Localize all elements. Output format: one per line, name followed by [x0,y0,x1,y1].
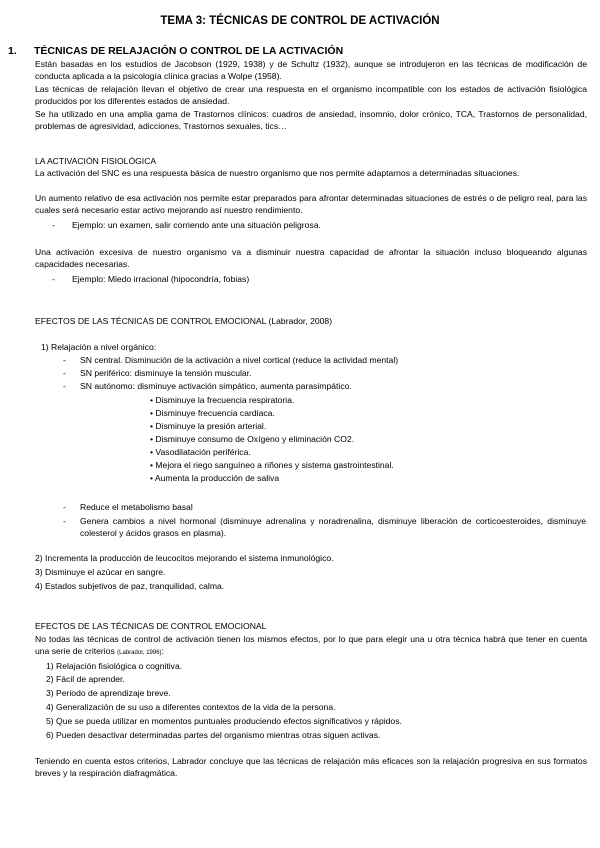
section-number: 1. [8,45,17,57]
criteria-item: 1) Relajación fisiológica o cognitiva. [46,661,183,671]
dash-bullet: - [63,368,66,378]
example: Ejemplo: Miedo irracional (hipocondría, fobias) [72,274,250,284]
criteria-item: 3) Periodo de aprendizaje breve. [46,688,171,698]
list-item: Genera cambios a nivel hormonal (disminuye adrenalina y noradrenalina, disminuye liberación de corticoesteroides, disminuye colesterol y ácidos grasos en plasma). [80,516,586,538]
paragraph: Una activación excesiva de nuestro organismo va a disminuir nuestra capacidad de afrontar la situación incluso bloqueando algunas capacidades necesarias. [35,247,587,269]
bullet-item: • Aumenta la producción de saliva [150,473,280,483]
bullet-item: • Vasodilatación periférica. [150,447,251,457]
list-item: 3) Disminuye el azúcar en sangre. [35,567,166,577]
bullet-item: • Disminuye la frecuencia respiratoria. [150,395,295,405]
section-title: TÉCNICAS DE RELAJACIÓN O CONTROL DE LA ACTIVACIÓN [34,45,344,57]
dash-bullet: - [52,220,55,230]
criteria-item: 6) Pueden desactivar determinadas partes del organismo mientras otras siguen activas. [46,730,381,740]
bullet-item: • Disminuye frecuencia cardiaca. [150,408,275,418]
bullet-item: • Disminuye la presión arterial. [150,421,267,431]
bullet-item: • Mejora el riego sanguíneo a riñones y sistema gastrointestinal. [150,460,394,470]
list-item: 4) Estados subjetivos de paz, tranquilidad, calma. [35,581,225,591]
list-item: SN central. Disminución de la activación a nivel cortical (reduce la actividad mental) [80,355,399,365]
list-item: SN autónomo: disminuye activación simpático, aumenta parasimpático. [80,381,352,391]
citation: (Labrador, 1996) [117,650,162,656]
dash-bullet: - [63,516,66,526]
list-item: 1) Relajación a nivel orgánico: [41,342,157,352]
paragraph: Están basadas en los estudios de Jacobson (1929, 1938) y de Schultz (1932), aunque se introdujeron en las técnicas de modificación de conducta aplicada a la psicología clínica gracias a Wolpe (1958). [35,59,587,81]
dash-bullet: - [63,355,66,365]
paragraph: Un aumento relativo de esa activación nos permite estar preparados para afrontar determinadas situaciones de estrés o de peligro real, para las cuales será necesario estar activo mejorando así nuestro rendimiento. [35,193,587,215]
subheading: LA ACTIVACIÓN FISIOLÓGICA [35,156,157,166]
list-item: Reduce el metabolismo basal [80,502,193,512]
paragraph: Se ha utilizado en una amplia gama de Trastornos clínicos: cuadros de ansiedad, insomnio, dolor crónico, TCA, Trastornos de personalidad, problemas de agresividad, adicciones, Trastornos sexuales, tics… [35,109,587,131]
subheading: EFECTOS DE LAS TÉCNICAS DE CONTROL EMOCIONAL (Labrador, 2008) [35,316,333,326]
section-heading [8,45,343,57]
criteria-item: 2) Fácil de aprender. [46,674,125,684]
criteria-item: 5) Que se pueda utilizar en momentos puntuales produciendo efectos significativos y rápidos. [46,716,402,726]
example: Ejemplo: un examen, salir corriendo ante una situación peligrosa. [72,220,321,230]
paragraph: La activación del SNC es una respuesta básica de nuestro organismo que nos permite adaptarnos a determinadas situaciones. [35,168,520,178]
dash-bullet: - [63,381,66,391]
criteria-item: 4) Generalización de su uso a diferentes contextos de la vida de la persona. [46,702,336,712]
paragraph: No todas las técnicas de control de activación tienen los mismos efectos, por lo que para elegir una u otra técnica habrá que tener en cuenta una serie de criterios (Labrador, 1996): [35,634,587,656]
paragraph: Teniendo en cuenta estos criterios, Labrador concluye que las técnicas de relajación más eficaces son la relajación progresiva en sus formatos breves y la respiración diafragmática. [35,756,587,778]
bullet-item: • Disminuye consumo de Oxígeno y eliminación CO2. [150,434,355,444]
page-title: TEMA 3: TÉCNICAS DE CONTROL DE ACTIVACIÓN [160,15,440,27]
dash-bullet: - [63,502,66,512]
dash-bullet: - [52,274,55,284]
paragraph-text: No todas las técnicas de control de activación tienen los mismos efectos, por lo que para elegir una u otra técnica habrá que tener en cuenta una serie de criterios [35,634,587,656]
list-item: SN periférico: disminuye la tensión muscular. [80,368,252,378]
list-item: 2) Incrementa la producción de leucocitos mejorando el sistema inmunológico. [35,553,334,563]
paragraph: Las técnicas de relajación llevan el objetivo de crear una respuesta en el organismo incompatible con los estados de activación fisiológica producidos por los diferentes estados de ansiedad. [35,84,587,106]
subheading: EFECTOS DE LAS TÉCNICAS DE CONTROL EMOCIONAL [35,621,267,631]
